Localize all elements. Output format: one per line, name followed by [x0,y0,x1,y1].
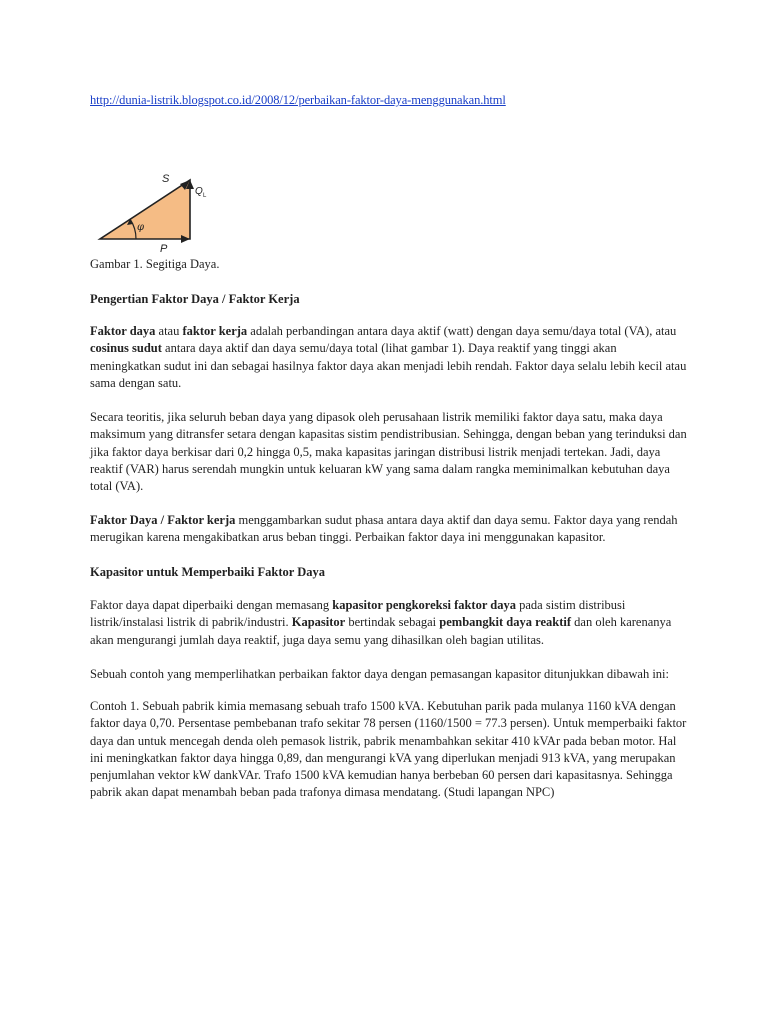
paragraph-theory [90,409,690,495]
term-kapasitor: Kapasitor [291,615,346,630]
term-faktor-daya: Faktor daya [90,324,156,338]
paragraph-example-text: Contoh 1. Sebuah pabrik kimia memasang sebuah trafo 1500 kVA. Kebutuhan parik pada mulanya 1160 kVA dengan faktor daya 0,70. Persentase pembebanan trafo sekitar 78 persen (1160/1500 = 77.3 persen). Untuk memperbaiki faktor daya dan untuk mencegah denda oleh pemasok listrik, pabrik menambahkan sekitar 410 kVAr pada beban motor. Hal ini meningkatkan faktor daya hingga 0,89, dan mengurangi kVA yang diperlukan menjadi 913 kVA, yang merupakan penjumlahan vektor kW dankVAr. Trafo 1500 kVA kemudian hanya berbeban 60 persen dari kapasitasnya. Sehingga pabrik akan dapat menambah beban pada trafonya dimasa mendatang. (Studi lapangan NPC) [90,699,687,800]
term-kapasitor-pengkoreksi: kapasitor pengkoreksi faktor daya [332,598,516,612]
paragraph-example-intro-text: Sebuah contoh yang memperlihatkan perbaikan faktor daya dengan pemasangan kapasitor ditunjukkan dibawah ini: [90,667,669,681]
text: pada sistim distribusi listrik/instalasi listrik di pabrik/industri. [90,598,626,630]
label-p: P [160,243,168,255]
heading-pengertian: Pengertian Faktor Daya / Faktor Kerja [90,292,300,306]
text: Faktor daya dapat diperbaiki dengan memasang [90,598,333,612]
source-link[interactable]: http://dunia-listrik.blogspot.co.id/2008/12/perbaikan-faktor-daya-menggunakan.html [90,93,506,107]
power-triangle-figure [96,168,256,258]
term-pembangkit-daya-reaktif: pembangkit daya reaktif [439,615,572,630]
paragraph-example-intro [90,666,690,683]
paragraph-capacitor [90,597,690,649]
text: dan oleh karenanya akan mengurangi jumlah daya reaktif, juga daya semu yang dihasilkan oleh bagian utilitas. [90,615,672,647]
label-q-sub: L [203,193,207,199]
term-faktor-daya-kerja: Faktor Daya / Faktor kerja [90,513,236,527]
label-phi: φ [137,222,145,233]
text: antara daya aktif dan daya semu/daya total (lihat gambar 1). Daya reaktif yang tinggi akan meningkatkan sudut ini dan sebagai hasilnya faktor daya akan menjadi lebih rendah. Faktor daya selalu lebih kecil atau sama dengan satu. [90,341,687,390]
paragraph-theory-text: Secara teoritis, jika seluruh beban daya yang dipasok oleh perusahaan listrik memiliki faktor daya satu, maka daya maksimum yang ditransfer setara dengan kapasitas sistim pendistribusian. Sehingga, dengan beban yang terinduksi dan jika faktor daya berkisar dari 0,2 hingga 0,5, maka kapasitas jaringan distribusi listrik menjadi tertekan. Jadi, daya reaktif (VAR) harus serendah mungkin untuk keluaran kW yang sama dalam rangka meminimalkan kebutuhan daya total (VA). [90,410,687,494]
power-triangle-diagram [96,168,256,258]
paragraph-example [90,698,690,802]
text: menggambarkan sudut phasa antara daya aktif dan daya semu. Faktor daya yang rendah merugikan karena mengakibatkan arus beban tinggi. Perbaikan faktor daya ini menggunakan kapasitor. [90,513,678,545]
text: bertindak sebagai [345,615,440,630]
term-faktor-kerja: faktor kerja [182,324,248,338]
text: adalah perbandingan antara daya aktif (watt) dengan daya semu/daya total (VA), atau [247,324,677,338]
paragraph-definition [90,323,690,392]
label-s: S [162,173,170,185]
triangle-shape [100,180,190,239]
paragraph-phase [90,512,690,547]
text: atau [155,324,183,338]
heading-kapasitor: Kapasitor untuk Memperbaiki Faktor Daya [90,565,325,579]
figure-caption: Gambar 1. Segitiga Daya. [90,257,220,271]
term-cosinus-sudut: cosinus sudut [90,341,162,356]
label-q: Q [195,186,203,197]
